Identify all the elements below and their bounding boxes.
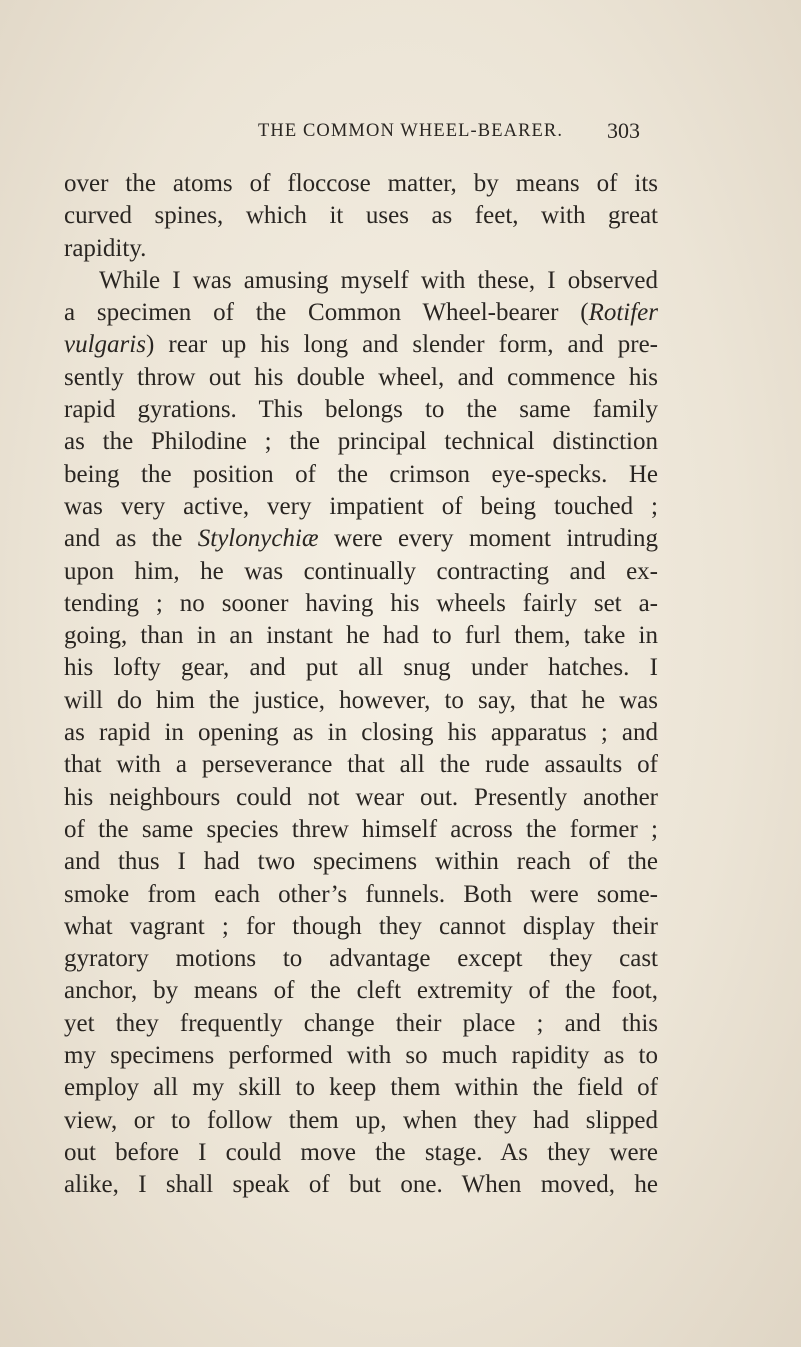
italic-term: vulgaris <box>64 331 146 359</box>
text-line: out before I could move the stage. As they were <box>64 1138 658 1166</box>
text-line: that with a perseverance that all the rude assaults of <box>64 751 658 779</box>
text-line: what vagrant ; for though they cannot display their <box>64 912 658 940</box>
text-line: of the same species threw himself across the former ; <box>64 815 658 843</box>
text-line: rapidity. <box>64 234 147 262</box>
text-line: yet they frequently change their place ; and this <box>64 1009 658 1037</box>
text-line: smoke from each other’s funnels. Both were some- <box>64 880 658 908</box>
text-line: as the Philodine ; the principal technical distinction <box>64 428 658 456</box>
text-line: his neighbours could not wear out. Presently another <box>64 783 658 811</box>
text-line: will do him the justice, however, to say, that he was <box>64 686 658 714</box>
text-line: over the atoms of floccose matter, by means of its <box>64 170 658 197</box>
text-line: alike, I shall speak of but one. When moved, he <box>64 1171 658 1199</box>
text-line: vulgaris) rear up his long and slender form, and pre- <box>64 331 658 359</box>
text-line: going, than in an instant he had to furl them, take in <box>64 622 658 650</box>
italic-term: Stylonychiæ <box>197 525 319 553</box>
text-line: employ all my skill to keep them within the field of <box>64 1074 658 1102</box>
text-line: curved spines, which it uses as feet, with great <box>64 202 658 230</box>
text-line: While I was amusing myself with these, I observed <box>99 266 658 294</box>
italic-term: Rotifer <box>588 299 658 327</box>
text-line: upon him, he was continually contracting and ex- <box>64 557 658 585</box>
text-line: and as the Stylonychiæ were every moment intruding <box>64 525 658 553</box>
running-head: THE COMMON WHEEL-BEARER. <box>258 121 564 141</box>
text-line: his lofty gear, and put all snug under hatches. I <box>64 654 658 682</box>
body-text <box>64 168 658 1202</box>
text-line: tending ; no sooner having his wheels fairly set a- <box>64 589 658 617</box>
text-line: and thus I had two specimens within reach of the <box>64 848 658 876</box>
text-line: rapid gyrations. This belongs to the same family <box>64 396 658 424</box>
text-line: being the position of the crimson eye-specks. He <box>64 460 658 488</box>
text-line: view, or to follow them up, when they had slipped <box>64 1106 658 1134</box>
text-line: anchor, by means of the cleft extremity of the foot, <box>64 977 658 1005</box>
text-line: sently throw out his double wheel, and commence his <box>64 363 658 391</box>
page-number: 303 <box>607 118 640 143</box>
text-line: gyratory motions to advantage except they cast <box>64 945 658 973</box>
text-line: was very active, very impatient of being touched ; <box>64 492 658 520</box>
text-line: a specimen of the Common Wheel-bearer (Rotifer <box>64 299 658 327</box>
page-header <box>0 118 801 148</box>
text-line: my specimens performed with so much rapidity as to <box>64 1042 658 1070</box>
text-line: as rapid in opening as in closing his apparatus ; and <box>64 719 658 747</box>
